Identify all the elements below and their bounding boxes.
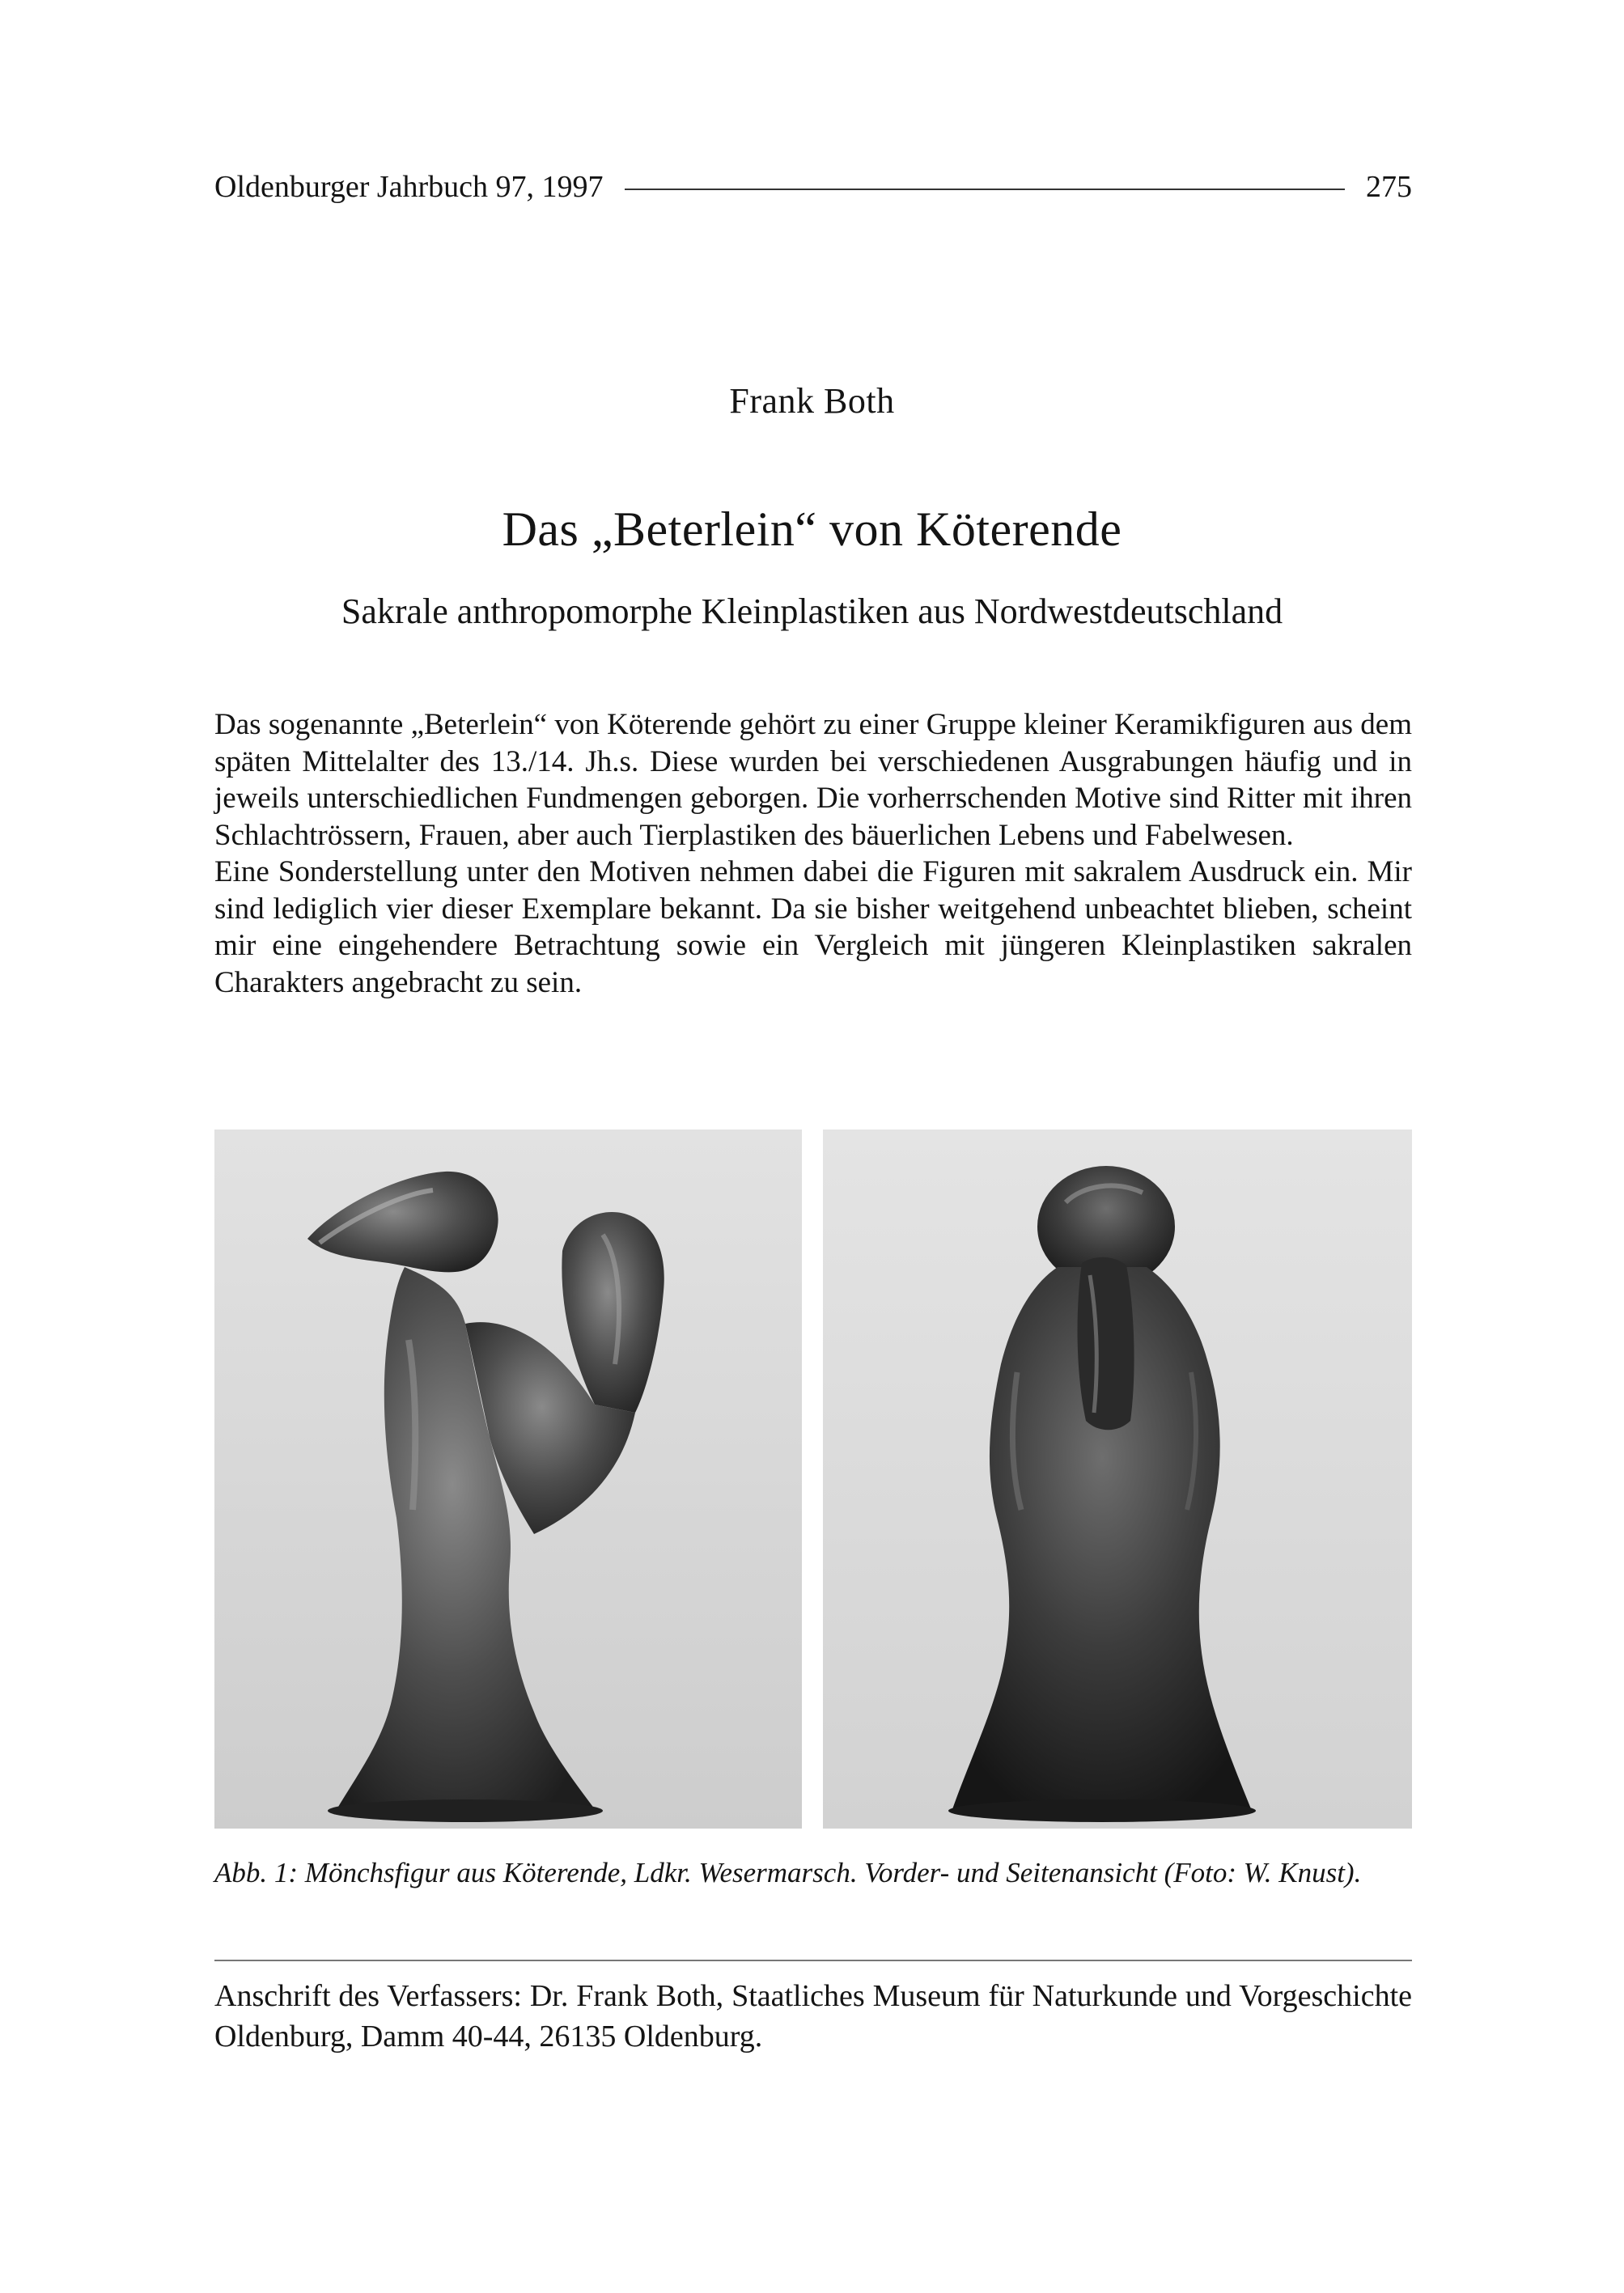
abstract-paragraph: Eine Sonderstellung unter den Motiven nehmen dabei die Figuren mit sakralem Ausdruck ein. Mir sind lediglich vier dieser Exemplare bekannt. Da sie bisher weitgehend unbeachtet blieben, scheint mir eine eingehendere Betrachtung sowie ein Vergleich mit jüngeren Kleinplastiken sakralen Charakters angebracht zu sein.: [214, 855, 1412, 999]
article-author: Frank Both: [729, 381, 895, 421]
header-rule: [625, 189, 1345, 190]
figure: [214, 1130, 1412, 1829]
figurine-side-view-photo: [214, 1130, 802, 1829]
figure-caption: Abb. 1: Mönchsfigur aus Köterende, Ldkr. Wesermarsch. Vorder- und Seitenansicht (Foto: W. Knust).: [214, 1857, 1362, 1888]
figurine-front-view-photo: [823, 1130, 1412, 1829]
footnote-rule: [214, 1960, 1412, 1961]
abstract-paragraph: Das sogenannte „Beterlein“ von Köterende gehört zu einer Gruppe kleiner Keramikfiguren aus dem späten Mittelalter des 13./14. Jh.s. Diese wurden bei verschiedenen Ausgrabungen häufig und in jeweils unterschiedlichen Fundmengen geborgen. Die vorherrschenden Motive sind Ritter mit ihren Schlachtrössern, Frauen, aber auch Tierplastiken des bäuerlichen Lebens und Fabelwesen.: [214, 708, 1412, 852]
page-number: 275: [1366, 170, 1412, 204]
article-title: Das „Beterlein“ von Köterende: [502, 502, 1122, 556]
journal-title: Oldenburger Jahrbuch 97, 1997: [214, 170, 604, 204]
author-address-footnote: Anschrift des Verfassers: Dr. Frank Both, Staatliches Museum für Naturkunde und Vorgeschichte Oldenburg, Damm 40-44, 26135 Oldenburg.: [214, 1979, 1412, 2054]
article-abstract: [214, 706, 1412, 1001]
running-head: [214, 167, 1412, 207]
article-subtitle: Sakrale anthropomorphe Kleinplastiken aus Nordwestdeutschland: [341, 591, 1283, 631]
